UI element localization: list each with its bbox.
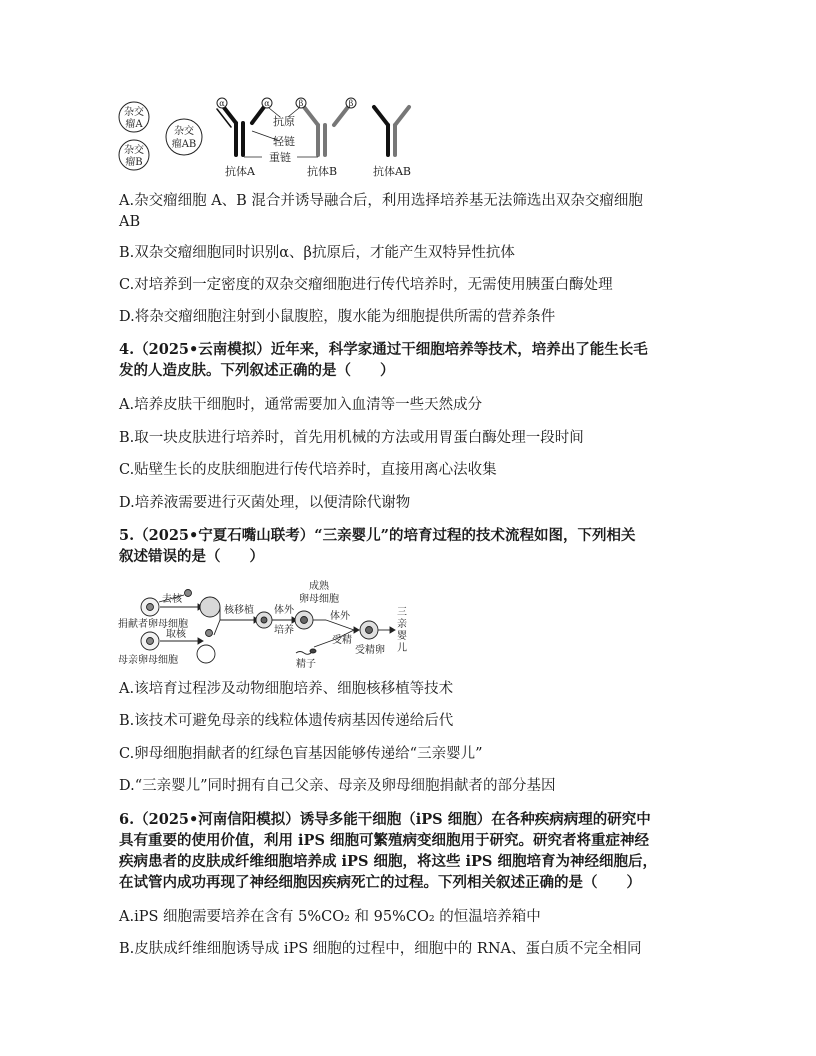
antigen-label: 抗原 [273,115,295,128]
q4-option-b: B.取一块皮肤进行培养时，首先用机械的方法或用胃蛋白酶处理一段时间 [119,430,584,446]
mother-egg-empty [197,645,215,663]
in-vitro-label-2: 体外 [330,611,350,622]
enucleated-egg [200,597,220,617]
donor-label: 捐献者卵母细胞 [118,619,188,630]
antibody-a-label: 抗体A [225,165,255,178]
q3-option-a-line1: A.杂交瘤细胞 A、B 混合并诱导融合后，利用选择培养基无法筛选出双杂交瘤细胞 [119,193,643,209]
q5-option-c: C.卵母细胞捐献者的红绿色盲基因能够传递给“三亲婴儿” [119,746,483,762]
baby-label-1: 三 [397,607,407,618]
three-parent-baby-figure [114,575,424,673]
q4-option-c: C.贴壁生长的皮肤细胞进行传代培养时，直接用离心法收集 [119,462,497,478]
removed-nucleus [185,590,192,597]
antibody-b [304,107,348,155]
light-chain-label: 轻链 [273,135,295,148]
q6-stem-line3: 疾病患者的皮肤成纤维细胞培养成 iPS 细胞，将这些 iPS 细胞培育为神经细胞后， [119,853,657,870]
beta-symbol-2: β [348,99,354,108]
hybridoma-a-cell [119,102,149,132]
q4-option-a: A.培养皮肤干细胞时，通常需要加入血清等一些天然成分 [119,397,483,413]
q4-option-d: D.培养液需要进行灭菌处理，以便清除代谢物 [119,495,411,511]
mature-label: 成熟 [309,581,329,592]
alpha-symbol-2: α [264,99,270,108]
hybridoma-b-label-1: 杂交 [124,145,144,156]
q3-option-d: D.将杂交瘤细胞注射到小鼠腹腔，腹水能为细胞提供所需的营养条件 [119,309,556,325]
sperm-icon [296,652,312,655]
mother-label: 母亲卵母细胞 [118,655,178,666]
baby-label-4: 儿 [397,643,407,654]
heavy-chain-label: 重链 [269,151,291,164]
in-vitro-label-1: 体外 [274,605,294,616]
antibody-ab-label: 抗体AB [372,165,412,178]
hybridoma-ab-label-1: 杂交 [174,126,194,137]
q5-option-a: A.该培育过程涉及动物细胞培养、细胞核移植等技术 [119,681,454,697]
hybridoma-a-label-2: 瘤A [125,119,143,130]
take-nucleus-label: 取核 [166,629,186,640]
q6-stem-line2: 具有重要的使用价值，利用 iPS 细胞可繁殖病变细胞用于研究。研究者将重症神经 [119,832,649,849]
alpha-symbol-1: α [219,99,225,108]
fertilization-label: 受精 [332,635,352,646]
hybridoma-b-label-2: 瘤B [125,157,143,168]
antibody-ab [374,107,409,155]
alpha-marks-a [217,98,272,108]
q5-stem-line2: 叙述错误的是（ ） [119,548,264,565]
hybridoma-ab-label-2: 瘤AB [171,139,197,150]
q4-stem-line1: 4.（2025•云南模拟）近年来，科学家通过干细胞培养等技术，培养出了能生长毛 [119,341,648,358]
mother-egg-nucleus [147,638,154,645]
baby-label-2: 亲 [397,619,407,630]
q4-stem-line2: 发的人造皮肤。下列叙述正确的是（ ） [119,362,395,379]
antibody-b-label: 抗体B [306,165,338,178]
culture-label: 培养 [274,625,294,636]
beta-marks-b [296,98,356,108]
antibody-figure [112,95,432,180]
hybridoma-ab-cell [166,119,202,155]
mother-nucleus-taken [206,630,213,637]
q5-option-b: B.该技术可避免母亲的线粒体遗传病基因传递给后代 [119,713,454,729]
q6-option-b: B.皮肤成纤维细胞诱导成 iPS 细胞的过程中，细胞中的 RNA、蛋白质不完全相同 [119,941,642,957]
q6-stem-line1: 6.（2025•河南信阳模拟）诱导多能干细胞（iPS 细胞）在各种疾病病理的研究中 [119,811,651,828]
hybridoma-a-label-1: 杂交 [124,107,144,118]
fertilized-egg-label: 受精卵 [355,645,385,656]
sperm-label: 精子 [296,659,316,670]
antibody-a [217,105,264,155]
remove-nucleus-label: 去核 [162,594,182,605]
beta-symbol-1: β [298,99,304,108]
q5-stem-line1: 5.（2025•宁夏石嘴山联考）“三亲婴儿”的培育过程的技术流程如图，下列相关 [119,527,636,544]
hybridoma-b-cell [119,140,149,170]
q3-option-a-line2: AB [119,214,141,230]
q5-option-d: D.“三亲婴儿”同时拥有自己父亲、母亲及卵母细胞捐献者的部分基因 [119,778,556,794]
q6-stem-line4: 在试管内成功再现了神经细胞因疾病死亡的过程。下列相关叙述正确的是（ ） [119,874,641,891]
baby-label-3: 婴 [397,631,407,642]
q3-option-b: B.双杂交瘤细胞同时识别α、β抗原后，才能产生双特异性抗体 [119,245,515,261]
q6-option-a: A.iPS 细胞需要培养在含有 5%CO₂ 和 95%CO₂ 的恒温培养箱中 [119,909,541,925]
oocyte-label: 卵母细胞 [299,594,339,605]
donor-egg-nucleus [147,604,154,611]
nuclear-transfer-label: 核移植 [224,605,254,616]
q3-option-c: C.对培养到一定密度的双杂交瘤细胞进行传代培养时，无需使用胰蛋白酶处理 [119,277,613,293]
